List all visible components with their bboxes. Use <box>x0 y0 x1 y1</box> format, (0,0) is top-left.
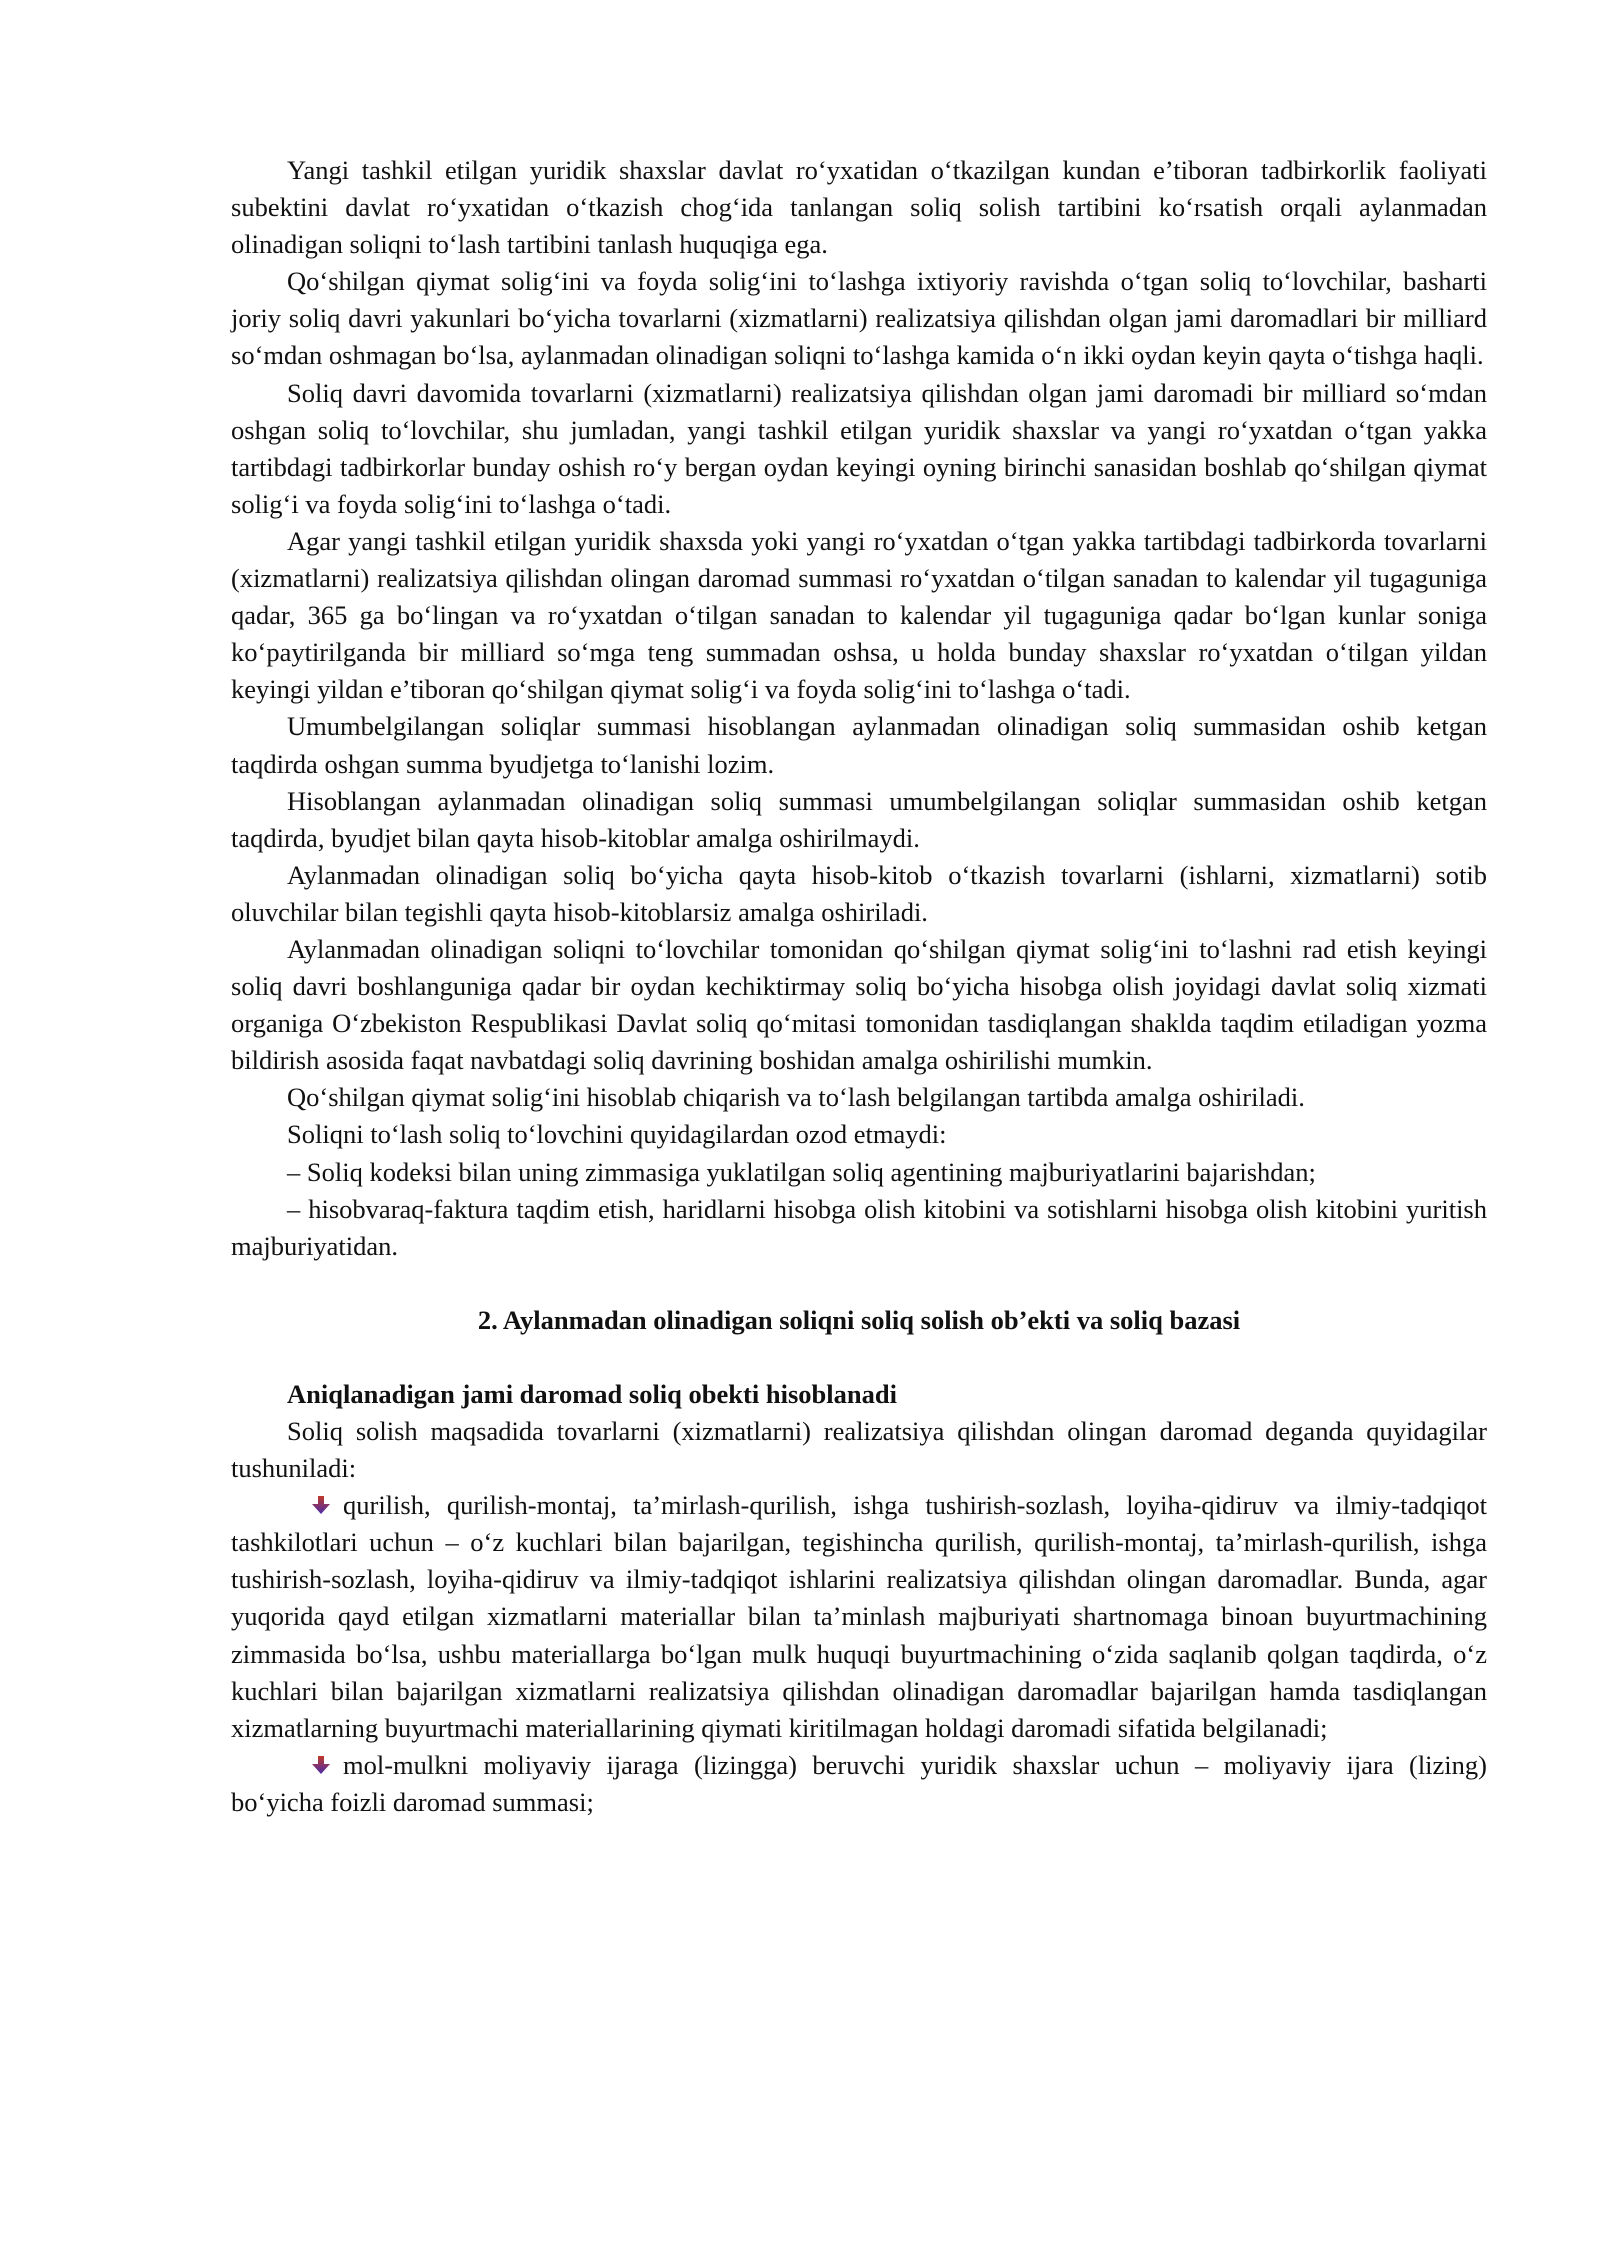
paragraph: Aylanmadan olinadigan soliq bo‘yicha qayta hisob-kitob o‘tkazish tovarlarni (ishlarni, xizmatlarni) sotib oluvchilar bilan tegishli qayta hisob-kitoblarsiz amalga oshiriladi. <box>231 859 1487 927</box>
document-page <box>231 152 1487 1821</box>
section-heading: 2. Aylanmadan olinadigan soliqni soliq solish ob’ekti va soliq bazasi <box>477 1304 1241 1335</box>
paragraph: Umumbelgilangan soliqlar summasi hisoblangan aylanmadan olinadigan soliq summasidan oshib ketgan taqdirda oshgan summa byudjetga to‘lanishi lozim. <box>231 711 1487 779</box>
bullet-item <box>231 1487 1487 1747</box>
paragraph: Soliq davri davomida tovarlarni (xizmatlarni) realizatsiya qilishdan olgan jami daromadi bir milliard so‘mdan oshgan soliq to‘lovchilar, shu jumladan, yangi tashkil etilgan yuridik shaxslar va yangi ro‘yxatdan o‘tgan yakka tartibdagi tadbirkorlar bunday oshish ro‘y bergan oydan keyingi oyning birinchi sanasidan boshlab qo‘shilgan qiymat solig‘i va foyda solig‘ini to‘lashga o‘tadi. <box>231 377 1487 519</box>
bullet-text: qurilish, qurilish-montaj, ta’mirlash-qurilish, ishga tushirish-sozlash, loyiha-qidiruv va ilmiy-tadqiqot tashkilotlari uchun – o‘z kuchlari bilan bajarilgan, tegishincha qurilish, qurilish-montaj, ta’mirlash-qurilish, ishga tushirish-sozlash, loyiha-qidiruv va ilmiy-tadqiqot ishlarini realizatsiya qilishdan olingan daromadlar. Bunda, agar yuqorida qayd etilgan xizmatlarni materiallar bilan ta’minlash majburiyati shartnomaga binoan buyurtmachining zimmasida bo‘lsa, ushbu materiallarga bo‘lgan mulk huquqi buyurtmachining o‘zida saqlanib qolgan taqdirda, o‘z kuchlari bilan bajarilgan xizmatlarni realizatsiya qilishdan olinadigan daromadlar bajarilgan hamda tasdiqlangan xizmatlarning buyurtmachi materiallarining qiymati kiritilmagan holdagi daromadi sifatida belgilanadi; <box>231 1490 1487 1743</box>
paragraph: Soliqni to‘lash soliq to‘lovchini quyidagilardan ozod etmaydi: <box>287 1119 947 1150</box>
arrow-down-bullet-icon <box>309 1748 333 1768</box>
dash-list-item: – Soliq kodeksi bilan uning zimmasiga yuklatilgan soliq agentining majburiyatlarini bajarishdan; <box>287 1156 1316 1187</box>
arrow-down-bullet-icon <box>309 1488 333 1508</box>
paragraph: Yangi tashkil etilgan yuridik shaxslar davlat ro‘yxatidan o‘tkazilgan kundan e’tiboran tadbirkorlik faoliyati subektini davlat ro‘yxatidan o‘tkazish chog‘ida tanlangan soliq solish tartibini ko‘rsatish orqali aylanmadan olinadigan soliqni to‘lash tartibini tanlash huquqiga ega. <box>231 155 1487 260</box>
paragraph: Aylanmadan olinadigan soliqni to‘lovchilar tomonidan qo‘shilgan qiymat solig‘ini to‘lashni rad etish keyingi soliq davri boshlanguniga qadar bir oydan kechiktirmay soliq bo‘yicha hisobga olish joyidagi davlat soliq xizmati organiga O‘zbekiston Respublikasi Davlat soliq qo‘mitasi tomonidan tasdiqlangan shaklda taqdim etiladigan yozma bildirish asosida faqat navbatdagi soliq davrining boshidan amalga oshirilishi mumkin. <box>231 933 1487 1076</box>
dash-list-item: – hisobvaraq-faktura taqdim etish, haridlarni hisobga olish kitobini va sotishlarni hisobga olish kitobini yuritish majburiyatidan. <box>231 1193 1487 1261</box>
paragraph: Qo‘shilgan qiymat solig‘ini va foyda solig‘ini to‘lashga ixtiyoriy ravishda o‘tgan soliq to‘lovchilar, basharti joriy soliq davri yakunlari bo‘yicha tovarlarni (xizmatlarni) realizatsiya qilishdan olgan jami daromadlari bir milliard so‘mdan oshmagan bo‘lsa, aylanmadan olinadigan soliqni to‘lashga kamida o‘n ikki oydan keyin qayta o‘tishga haqli. <box>231 266 1487 371</box>
intro-paragraph: Soliq solish maqsadida tovarlarni (xizmatlarni) realizatsiya qilishdan olingan daromad deganda quyidagilar tushuniladi: <box>231 1416 1487 1484</box>
subheading: Aniqlanadigan jami daromad soliq obekti hisoblanadi <box>287 1378 897 1409</box>
bullet-item <box>231 1747 1487 1821</box>
bullet-text: mol-mulkni moliyaviy ijaraga (lizingga) beruvchi yuridik shaxslar uchun – moliyaviy ijara (lizing) bo‘yicha foizli daromad summasi; <box>231 1749 1487 1817</box>
paragraph: Agar yangi tashkil etilgan yuridik shaxsda yoki yangi ro‘yxatdan o‘tgan yakka tartibdagi tadbirkorda tovarlarni (xizmatlarni) realizatsiya qilishdan olingan daromad summasi ro‘yxatdan o‘tilgan sanadan to kalendar yil tugaguniga qadar, 365 ga bo‘lingan va ro‘yxatdan o‘tilgan sanadan to kalendar yil tugaguniga qadar bo‘lgan kunlar soniga ko‘paytirilganda bir milliard so‘mga teng summadan oshsa, u holda bunday shaxslar ro‘yxatdan o‘tilgan yildan keyingi yildan e’tiboran qo‘shilgan qiymat solig‘i va foyda solig‘ini to‘lashga o‘tadi. <box>231 525 1487 705</box>
paragraph: Qo‘shilgan qiymat solig‘ini hisoblab chiqarish va to‘lash belgilangan tartibda amalga oshiriladi. <box>287 1082 1305 1113</box>
paragraph: Hisoblangan aylanmadan olinadigan soliq summasi umumbelgilangan soliqlar summasidan oshib ketgan taqdirda, byudjet bilan qayta hisob-kitoblar amalga oshirilmaydi. <box>231 785 1487 853</box>
